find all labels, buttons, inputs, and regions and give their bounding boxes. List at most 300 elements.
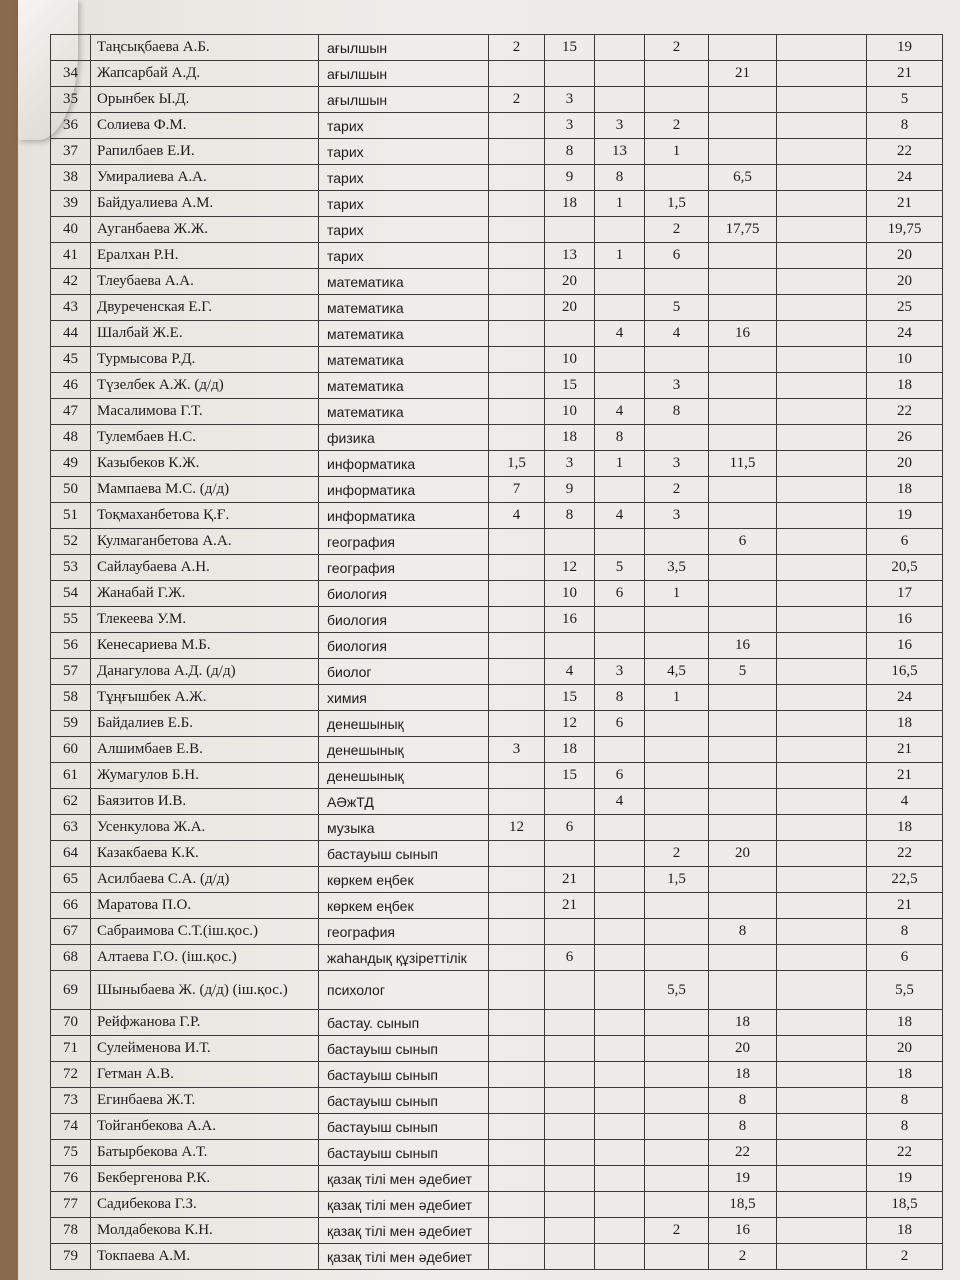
row-number-cell: 68 [51,945,91,971]
hours-col-6-cell [777,425,867,451]
row-number-cell: 35 [51,87,91,113]
hours-col-4-cell [645,789,709,815]
hours-col-4-cell: 1,5 [645,191,709,217]
hours-col-1-cell: 1,5 [489,451,545,477]
total-hours-cell: 18 [867,373,943,399]
row-number-cell: 42 [51,269,91,295]
hours-col-2-cell [545,321,595,347]
table-row [51,35,943,61]
hours-col-3-cell: 1 [595,191,645,217]
hours-col-5-cell: 11,5 [709,451,777,477]
row-number-cell: 74 [51,1114,91,1140]
total-hours-cell: 8 [867,113,943,139]
subject-cell: тарих [319,113,489,139]
table-row [51,217,943,243]
hours-col-5-cell [709,737,777,763]
hours-col-4-cell [645,1140,709,1166]
total-hours-cell: 5,5 [867,971,943,1010]
hours-col-6-cell [777,971,867,1010]
hours-col-1-cell [489,893,545,919]
table-row [51,139,943,165]
row-number-cell: 47 [51,399,91,425]
hours-col-1-cell: 2 [489,35,545,61]
hours-col-2-cell [545,841,595,867]
teacher-name-cell: Кулмаганбетова А.А. [91,529,319,555]
subject-cell: бастауыш сынып [319,1088,489,1114]
hours-col-4-cell [645,607,709,633]
total-hours-cell: 21 [867,763,943,789]
table-row [51,243,943,269]
hours-col-4-cell [645,945,709,971]
total-hours-cell: 25 [867,295,943,321]
hours-col-4-cell: 3 [645,503,709,529]
hours-col-3-cell: 6 [595,711,645,737]
hours-col-1-cell [489,945,545,971]
hours-col-3-cell [595,269,645,295]
row-number-cell: 36 [51,113,91,139]
table-row [51,451,943,477]
hours-col-5-cell: 17,75 [709,217,777,243]
subject-cell: математика [319,269,489,295]
row-number-cell: 78 [51,1218,91,1244]
row-number-cell: 34 [51,61,91,87]
row-number-cell: 50 [51,477,91,503]
total-hours-cell: 16,5 [867,659,943,685]
hours-col-2-cell [545,919,595,945]
hours-col-4-cell: 1 [645,139,709,165]
hours-col-2-cell: 18 [545,191,595,217]
hours-col-2-cell: 20 [545,269,595,295]
hours-col-6-cell [777,87,867,113]
total-hours-cell: 18 [867,711,943,737]
hours-col-3-cell [595,1114,645,1140]
total-hours-cell: 18 [867,1062,943,1088]
row-number-cell: 43 [51,295,91,321]
hours-col-3-cell: 1 [595,243,645,269]
teacher-name-cell: Бекбергенова Р.К. [91,1166,319,1192]
hours-col-2-cell: 10 [545,347,595,373]
hours-col-2-cell: 21 [545,893,595,919]
hours-col-6-cell [777,399,867,425]
hours-col-2-cell [545,1244,595,1270]
table-row [51,815,943,841]
total-hours-cell: 19 [867,503,943,529]
teacher-name-cell: Маратова П.О. [91,893,319,919]
row-number-cell: 53 [51,555,91,581]
row-number-cell: 60 [51,737,91,763]
subject-cell: биолог [319,659,489,685]
hours-col-1-cell [489,217,545,243]
hours-col-5-cell [709,607,777,633]
row-number-cell: 79 [51,1244,91,1270]
hours-col-5-cell: 21 [709,61,777,87]
hours-col-4-cell [645,347,709,373]
table-row [51,737,943,763]
teacher-name-cell: Алтаева Г.О. (іш.қос.) [91,945,319,971]
total-hours-cell: 2 [867,1244,943,1270]
teacher-name-cell: Усенкулова Ж.А. [91,815,319,841]
hours-col-4-cell: 5,5 [645,971,709,1010]
hours-col-3-cell [595,529,645,555]
total-hours-cell: 24 [867,321,943,347]
subject-cell: денешынық [319,763,489,789]
table-row [51,165,943,191]
hours-col-3-cell: 5 [595,555,645,581]
table-row [51,477,943,503]
hours-col-1-cell [489,659,545,685]
hours-col-1-cell [489,243,545,269]
hours-col-6-cell [777,35,867,61]
hours-col-1-cell [489,763,545,789]
row-number-cell: 45 [51,347,91,373]
hours-col-5-cell [709,35,777,61]
hours-col-1-cell [489,633,545,659]
hours-col-4-cell [645,529,709,555]
table-row [51,1114,943,1140]
subject-cell: география [319,555,489,581]
table-row [51,945,943,971]
hours-col-5-cell [709,347,777,373]
total-hours-cell: 18 [867,1218,943,1244]
row-number-cell [51,35,91,61]
hours-col-5-cell [709,87,777,113]
subject-cell: бастау. сынып [319,1010,489,1036]
teacher-name-cell: Данагулова А.Д. (д/д) [91,659,319,685]
table-row [51,425,943,451]
hours-col-2-cell [545,1218,595,1244]
hours-col-4-cell: 5 [645,295,709,321]
row-number-cell: 41 [51,243,91,269]
total-hours-cell: 18 [867,477,943,503]
hours-col-5-cell [709,711,777,737]
subject-cell: информатика [319,477,489,503]
total-hours-cell: 21 [867,191,943,217]
hours-col-6-cell [777,191,867,217]
hours-col-4-cell [645,815,709,841]
hours-col-5-cell [709,763,777,789]
hours-col-4-cell [645,61,709,87]
teacher-name-cell: Кенесариева М.Б. [91,633,319,659]
document-page [18,0,960,1280]
hours-col-2-cell: 12 [545,711,595,737]
row-number-cell: 69 [51,971,91,1010]
subject-cell: математика [319,347,489,373]
hours-col-3-cell [595,893,645,919]
table-row [51,581,943,607]
table-row [51,685,943,711]
hours-col-4-cell: 3 [645,451,709,477]
hours-col-4-cell [645,1036,709,1062]
table-row [51,399,943,425]
hours-col-5-cell [709,815,777,841]
hours-col-4-cell: 2 [645,1218,709,1244]
hours-col-5-cell [709,373,777,399]
total-hours-cell: 20 [867,451,943,477]
row-number-cell: 75 [51,1140,91,1166]
table-row [51,61,943,87]
hours-col-2-cell [545,1036,595,1062]
hours-col-4-cell [645,165,709,191]
hours-col-2-cell: 15 [545,373,595,399]
hours-col-3-cell [595,971,645,1010]
hours-col-2-cell [545,789,595,815]
hours-col-2-cell: 10 [545,581,595,607]
hours-col-3-cell [595,867,645,893]
hours-col-6-cell [777,555,867,581]
subject-cell: биология [319,581,489,607]
hours-col-3-cell: 8 [595,685,645,711]
hours-col-2-cell [545,1140,595,1166]
total-hours-cell: 18 [867,1010,943,1036]
hours-col-2-cell: 10 [545,399,595,425]
teacher-name-cell: Тулембаев Н.С. [91,425,319,451]
total-hours-cell: 20 [867,1036,943,1062]
hours-col-3-cell [595,373,645,399]
hours-col-3-cell [595,737,645,763]
table-row [51,87,943,113]
hours-col-3-cell [595,633,645,659]
hours-col-2-cell: 3 [545,451,595,477]
hours-col-5-cell: 2 [709,1244,777,1270]
subject-cell: информатика [319,503,489,529]
teacher-name-cell: Асилбаева С.А. (д/д) [91,867,319,893]
hours-col-1-cell [489,139,545,165]
subject-cell: бастауыш сынып [319,1140,489,1166]
subject-cell: қазақ тілі мен әдебиет [319,1244,489,1270]
total-hours-cell: 22 [867,139,943,165]
hours-col-5-cell: 6,5 [709,165,777,191]
hours-col-1-cell: 4 [489,503,545,529]
total-hours-cell: 22 [867,841,943,867]
hours-col-3-cell [595,61,645,87]
table-row [51,321,943,347]
teacher-name-cell: Казыбеков К.Ж. [91,451,319,477]
hours-col-6-cell [777,1140,867,1166]
hours-col-1-cell [489,113,545,139]
table-row [51,1088,943,1114]
hours-col-5-cell [709,789,777,815]
hours-col-6-cell [777,451,867,477]
subject-cell: музыка [319,815,489,841]
hours-col-1-cell [489,191,545,217]
subject-cell: бастауыш сынып [319,1062,489,1088]
hours-col-1-cell [489,711,545,737]
table-row [51,1010,943,1036]
hours-col-2-cell [545,1062,595,1088]
teacher-name-cell: Жанабай Г.Ж. [91,581,319,607]
hours-col-1-cell [489,581,545,607]
teacher-name-cell: Байдалиев Е.Б. [91,711,319,737]
teacher-name-cell: Байдуалиева А.М. [91,191,319,217]
hours-col-2-cell: 8 [545,503,595,529]
table-body [51,35,943,1270]
hours-col-3-cell [595,1036,645,1062]
table-row [51,867,943,893]
teacher-name-cell: Жапсарбай А.Д. [91,61,319,87]
hours-col-3-cell [595,1192,645,1218]
hours-col-1-cell [489,1114,545,1140]
hours-col-1-cell [489,1062,545,1088]
table-row [51,295,943,321]
hours-col-1-cell [489,1010,545,1036]
hours-col-1-cell: 3 [489,737,545,763]
hours-col-5-cell: 8 [709,919,777,945]
hours-col-3-cell [595,607,645,633]
hours-col-5-cell: 6 [709,529,777,555]
hours-col-3-cell [595,815,645,841]
teacher-name-cell: Тойганбекова А.А. [91,1114,319,1140]
hours-col-5-cell [709,113,777,139]
table-row [51,555,943,581]
subject-cell: көркем еңбек [319,893,489,919]
total-hours-cell: 20 [867,243,943,269]
subject-cell: қазақ тілі мен әдебиет [319,1192,489,1218]
hours-col-1-cell: 2 [489,87,545,113]
hours-col-3-cell [595,1088,645,1114]
hours-col-3-cell [595,919,645,945]
teacher-name-cell: Казакбаева К.К. [91,841,319,867]
hours-col-5-cell [709,139,777,165]
hours-col-2-cell: 16 [545,607,595,633]
hours-col-1-cell [489,789,545,815]
hours-col-2-cell [545,1114,595,1140]
hours-col-2-cell: 13 [545,243,595,269]
hours-col-1-cell [489,685,545,711]
total-hours-cell: 21 [867,61,943,87]
hours-col-3-cell: 1 [595,451,645,477]
hours-col-4-cell: 4,5 [645,659,709,685]
hours-col-4-cell: 2 [645,477,709,503]
teacher-name-cell: Умиралиева А.А. [91,165,319,191]
hours-col-5-cell [709,269,777,295]
row-number-cell: 62 [51,789,91,815]
hours-col-2-cell [545,1192,595,1218]
hours-col-6-cell [777,633,867,659]
teacher-name-cell: Тұңғышбек А.Ж. [91,685,319,711]
teacher-name-cell: Тлекеева У.М. [91,607,319,633]
hours-col-1-cell [489,555,545,581]
row-number-cell: 57 [51,659,91,685]
hours-col-6-cell [777,1244,867,1270]
hours-col-6-cell [777,321,867,347]
hours-col-3-cell [595,1010,645,1036]
row-number-cell: 38 [51,165,91,191]
hours-col-3-cell: 4 [595,503,645,529]
table-row [51,347,943,373]
hours-col-4-cell: 2 [645,841,709,867]
hours-col-3-cell: 8 [595,425,645,451]
teacher-name-cell: Гетман А.В. [91,1062,319,1088]
hours-col-5-cell: 5 [709,659,777,685]
hours-col-2-cell [545,217,595,243]
table-row [51,633,943,659]
hours-col-5-cell: 20 [709,841,777,867]
hours-col-5-cell [709,191,777,217]
hours-col-2-cell: 9 [545,477,595,503]
hours-col-5-cell [709,971,777,1010]
teacher-name-cell: Орынбек Ы.Д. [91,87,319,113]
hours-col-1-cell [489,295,545,321]
subject-cell: АӘжТД [319,789,489,815]
table-row [51,1244,943,1270]
hours-col-1-cell [489,165,545,191]
hours-col-6-cell [777,1218,867,1244]
hours-col-1-cell [489,321,545,347]
hours-col-1-cell [489,399,545,425]
hours-col-4-cell [645,1192,709,1218]
total-hours-cell: 8 [867,919,943,945]
subject-cell: бастауыш сынып [319,1114,489,1140]
hours-col-4-cell: 3 [645,373,709,399]
teacher-name-cell: Түзелбек А.Ж. (д/д) [91,373,319,399]
table-row [51,1062,943,1088]
hours-col-6-cell [777,373,867,399]
hours-col-2-cell [545,633,595,659]
hours-col-2-cell: 3 [545,113,595,139]
hours-col-4-cell: 1 [645,581,709,607]
hours-col-1-cell [489,1140,545,1166]
total-hours-cell: 19 [867,1166,943,1192]
hours-col-4-cell: 3,5 [645,555,709,581]
total-hours-cell: 21 [867,737,943,763]
total-hours-cell: 26 [867,425,943,451]
hours-col-2-cell: 9 [545,165,595,191]
hours-col-1-cell [489,607,545,633]
table-row [51,373,943,399]
hours-col-4-cell [645,87,709,113]
hours-col-6-cell [777,113,867,139]
subject-cell: математика [319,321,489,347]
hours-col-3-cell [595,35,645,61]
hours-col-6-cell [777,1192,867,1218]
teacher-load-table [50,34,943,1270]
hours-col-6-cell [777,815,867,841]
hours-col-3-cell: 6 [595,763,645,789]
hours-col-1-cell [489,1192,545,1218]
hours-col-6-cell [777,893,867,919]
hours-col-6-cell [777,217,867,243]
total-hours-cell: 6 [867,529,943,555]
hours-col-1-cell [489,269,545,295]
teacher-name-cell: Двуреченская Е.Г. [91,295,319,321]
hours-col-2-cell: 6 [545,815,595,841]
row-number-cell: 76 [51,1166,91,1192]
hours-col-3-cell [595,1244,645,1270]
hours-col-4-cell: 1,5 [645,867,709,893]
table-row [51,659,943,685]
hours-col-6-cell [777,295,867,321]
teacher-name-cell: Баязитов И.В. [91,789,319,815]
hours-col-1-cell: 7 [489,477,545,503]
row-number-cell: 37 [51,139,91,165]
subject-cell: жаһандық құзіреттілік [319,945,489,971]
hours-col-5-cell: 22 [709,1140,777,1166]
subject-cell: тарих [319,217,489,243]
row-number-cell: 73 [51,1088,91,1114]
hours-col-5-cell [709,867,777,893]
teacher-name-cell: Шалбай Ж.Е. [91,321,319,347]
row-number-cell: 63 [51,815,91,841]
hours-col-3-cell [595,1166,645,1192]
hours-col-3-cell: 8 [595,165,645,191]
hours-col-4-cell [645,1062,709,1088]
hours-col-4-cell: 2 [645,217,709,243]
table-row [51,607,943,633]
hours-col-3-cell [595,945,645,971]
subject-cell: география [319,529,489,555]
subject-cell: тарих [319,243,489,269]
total-hours-cell: 10 [867,347,943,373]
